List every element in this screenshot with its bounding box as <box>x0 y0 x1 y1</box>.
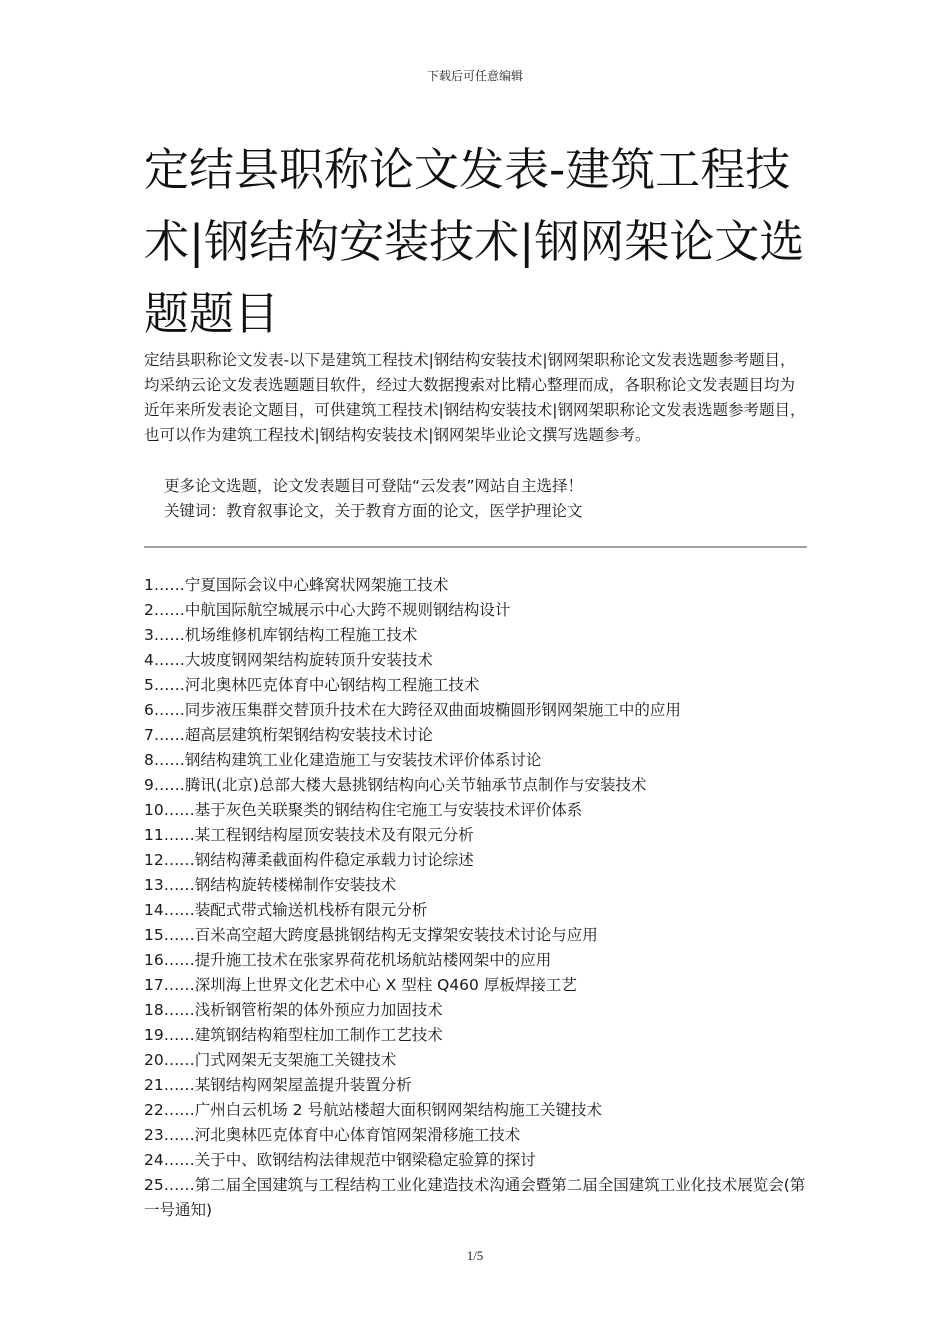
topic-item: 9……腾讯(北京)总部大楼大悬挑钢结构向心关节轴承节点制作与安装技术 <box>144 776 647 794</box>
topic-item: 4……大坡度钢网架结构旋转顶升安装技术 <box>144 651 433 669</box>
intro-paragraph: 定结县职称论文发表-以下是建筑工程技术|钢结构安装技术|钢网架职称论文发表选题参考题目，均采纳云论文发表选题题目软件，经过大数据搜索对比精心整理而成，各职称论文发表题目均为近年来所发表论文题目，可供建筑工程技术|钢结构安装技术|钢网架职称论文发表选题参考题目，也可以作为建筑工程技术|钢结构安装技术|钢网架毕业论文撰写选题参考。 <box>144 351 806 444</box>
topic-item: 6……同步液压集群交替顶升技术在大跨径双曲面坡椭圆形钢网架施工中的应用 <box>144 701 681 719</box>
topic-item: 10……基于灰色关联聚类的钢结构住宅施工与安装技术评价体系 <box>144 801 583 819</box>
topic-item: 7……超高层建筑桁架钢结构安装技术讨论 <box>144 726 433 744</box>
document-title: 定结县职称论文发表-建筑工程技术|钢结构安装技术|钢网架论文选题题目 <box>144 143 805 340</box>
topic-item: 12……钢结构薄柔截面构件稳定承载力讨论综述 <box>144 851 474 869</box>
topic-item: 15……百米高空超大跨度悬挑钢结构无支撑架安装技术讨论与应用 <box>144 926 598 944</box>
topic-item: 22……广州白云机场 2 号航站楼超大面积钢网架结构施工关键技术 <box>144 1101 602 1119</box>
topic-item: 5……河北奥林匹克体育中心钢结构工程施工技术 <box>144 676 480 694</box>
topic-item: 24……关于中、欧钢结构法律规范中钢梁稳定验算的探讨 <box>144 1151 536 1169</box>
more-topics-note: 更多论文选题，论文发表题目可登陆“云发表”网站自主选择！ <box>164 477 584 495</box>
topic-item: 1……宁夏国际会议中心蜂窝状网架施工技术 <box>144 576 449 594</box>
topic-item: 16……提升施工技术在张家界荷花机场航站楼网架中的应用 <box>144 951 552 969</box>
topic-item: 13……钢结构旋转楼梯制作安装技术 <box>144 876 397 894</box>
topic-item: 14……装配式带式输送机栈桥有限元分析 <box>144 901 428 919</box>
topic-item: 17……深圳海上世界文化艺术中心 X 型柱 Q460 厚板焊接工艺 <box>144 976 577 994</box>
topic-item: 8……钢结构建筑工业化建造施工与安装技术评价体系讨论 <box>144 751 542 769</box>
divider <box>144 546 807 548</box>
page-header: 下载后可任意编辑 <box>426 69 523 83</box>
topic-item: 2……中航国际航空城展示中心大跨不规则钢结构设计 <box>144 601 511 619</box>
page-number: 1/5 <box>466 1248 484 1263</box>
topic-item: 18……浅析钢管桁架的体外预应力加固技术 <box>144 1001 443 1019</box>
topic-item: 20……门式网架无支架施工关键技术 <box>144 1051 397 1069</box>
topic-item: 21……某钢结构网架屋盖提升装置分析 <box>144 1076 412 1094</box>
topic-item: 3……机场维修机库钢结构工程施工技术 <box>144 626 418 644</box>
topic-item: 19……建筑钢结构箱型柱加工制作工艺技术 <box>144 1026 443 1044</box>
keywords-line: 关键词：教育叙事论文，关于教育方面的论文，医学护理论文 <box>164 502 583 520</box>
topic-item: 23……河北奥林匹克体育中心体育馆网架滑移施工技术 <box>144 1126 521 1144</box>
topic-item: 11……某工程钢结构屋顶安装技术及有限元分析 <box>144 826 474 844</box>
topic-item: 25……第二届全国建筑与工程结构工业化建造技术沟通会暨第二届全国建筑工业化技术展览会(第一号通知) <box>144 1176 806 1219</box>
topic-list <box>144 573 808 1223</box>
